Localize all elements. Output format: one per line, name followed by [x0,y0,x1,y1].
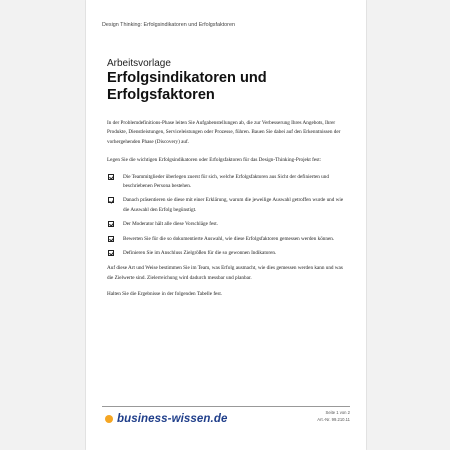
document-title: Erfolgsindikatoren und Erfolgsfaktoren [107,70,267,103]
checkbox-checked-icon [108,250,114,256]
lead-paragraph: Legen Sie die wichtigen Erfolgsindikatoren oder Erfolgsfaktoren für das Design-Thinking-Projekt fest: [107,157,322,164]
steps-list [107,173,345,259]
checkbox-checked-icon [108,197,114,203]
closing-paragraph: Halten Sie die Ergebnisse in der folgenden Tabelle fest. [107,291,223,298]
brand-name: business-wissen.de [117,413,228,425]
list-item [107,196,345,215]
list-item-text: Danach präsentieren sie diese mit einer Erklärung, warum die jeweilige Auswahl getroffen wurde und wie die Auswahl den Erfolg begünstigt. [123,197,344,213]
checkbox-checked-icon [108,236,114,242]
intro-paragraph: In der Problemdefinitions-Phase leiten Sie Aufgabenstellungen ab, die zur Verbesserung Ihres Angebots, Ihrer Produkte, Dienstleistungen, Serviceleistungen oder Prozesse, führen. Bauen Sie dabei auf den Erkenntnissen der vorhergehenden Phase (Discovery) auf. [107,120,341,145]
checkbox-checked-icon [108,174,114,180]
list-item [107,173,345,192]
page-meta [317,410,350,423]
checkbox-checked-icon [108,221,114,227]
running-header: Design Thinking: Erfolgsindikatoren und Erfolgsfaktoren [102,22,235,28]
outro-paragraph: Auf diese Art und Weise bestimmen Sie im Team, was Erfolg ausmacht, wie dies gemessen werden kann und was die Zielwerte sind. Zielerreichung wird dadurch messbar und planbar. [107,265,343,281]
list-item [107,235,345,244]
list-item-text: Der Moderator hält alle diese Vorschläge fest. [123,221,219,228]
document-body [107,119,345,307]
footer-divider [102,406,350,407]
list-item [107,249,345,258]
brand-logo [105,413,227,425]
list-item [107,220,345,229]
document-kicker: Arbeitsvorlage [107,58,171,69]
list-item-text: Definieren Sie im Anschluss Zielgrößen für die so gewonnen Indikatoren. [123,250,277,257]
list-item-text: Die Teammitglieder überlegen zuerst für sich, welche Erfolgsfaktoren aus Sicht der definierten und beschriebenen Persona bestehen. [123,173,329,190]
list-item-text: Bewerten Sie für die so dokumentierte Auswahl, wie diese Erfolgsfaktoren gemessen werden können. [123,235,335,242]
document-page [86,0,366,450]
page-number: Seite 1 von 2 [325,410,350,415]
brand-dot-icon [105,415,113,423]
article-number: Art.-Nr. 99.210.11 [317,416,350,422]
